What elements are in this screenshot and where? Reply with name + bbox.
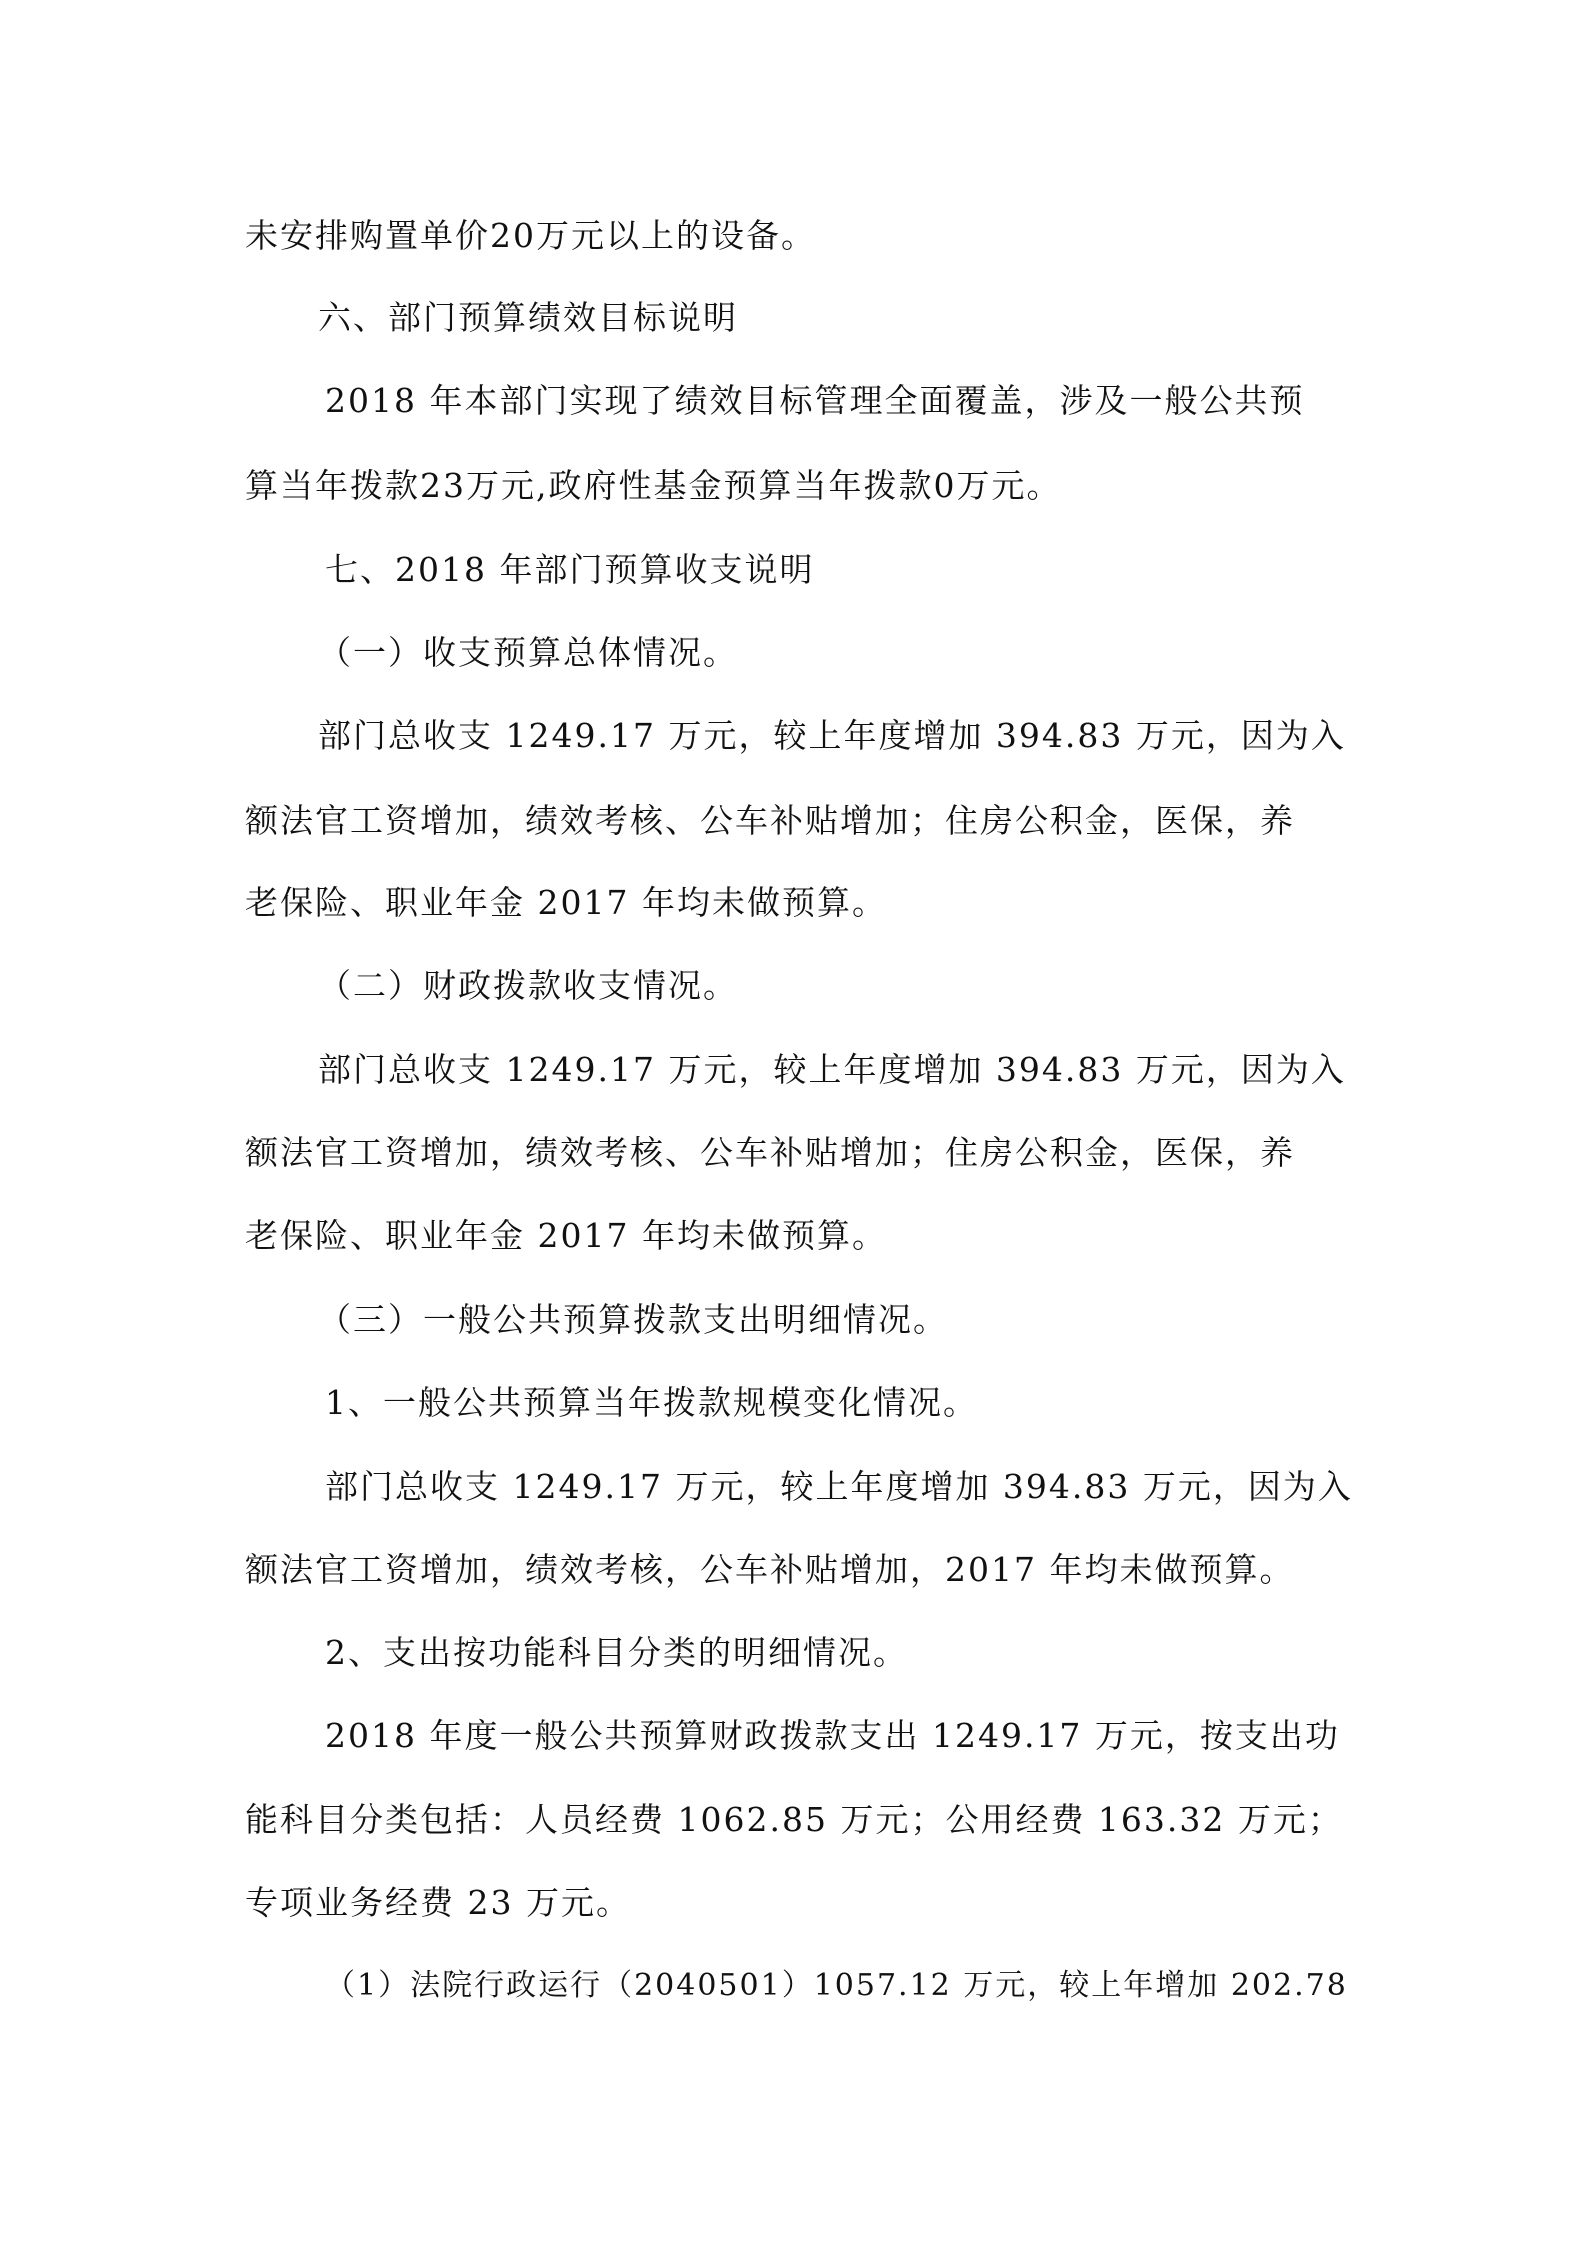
text-line: 算当年拨款23万元,政府性基金预算当年拨款0万元。 xyxy=(245,466,1062,505)
section-heading-7: 七、2018 年部门预算收支说明 xyxy=(325,550,815,589)
subsection-heading-3: （三）一般公共预算拨款支出明细情况。 xyxy=(318,1300,948,1339)
text-line: 2018 年本部门实现了绩效目标管理全面覆盖，涉及一般公共预 xyxy=(325,381,1305,420)
text-line: 能科目分类包括：人员经费 1062.85 万元；公用经费 163.32 万元； xyxy=(245,1800,1343,1839)
text-line: 未安排购置单价20万元以上的设备。 xyxy=(245,216,816,255)
text-line: （1）法院行政运行（2040501）1057.12 万元，较上年增加 202.78 xyxy=(325,1968,1348,2003)
text-line: 部门总收支 1249.17 万元，较上年度增加 394.83 万元，因为入 xyxy=(325,1467,1353,1506)
subsection-heading-2: （二）财政拨款收支情况。 xyxy=(318,966,738,1005)
text-line: 部门总收支 1249.17 万元，较上年度增加 394.83 万元，因为入 xyxy=(318,716,1346,755)
text-line: 额法官工资增加，绩效考核，公车补贴增加，2017 年均未做预算。 xyxy=(245,1550,1295,1589)
section-heading-6: 六、部门预算绩效目标说明 xyxy=(318,298,738,337)
text-line: 老保险、职业年金 2017 年均未做预算。 xyxy=(245,883,887,922)
subsection-heading-1: （一）收支预算总体情况。 xyxy=(318,633,738,672)
text-line: 部门总收支 1249.17 万元，较上年度增加 394.83 万元，因为入 xyxy=(318,1050,1346,1089)
text-line: 老保险、职业年金 2017 年均未做预算。 xyxy=(245,1216,887,1255)
item-heading-1: 1、一般公共预算当年拨款规模变化情况。 xyxy=(325,1383,978,1422)
item-heading-2: 2、支出按功能科目分类的明细情况。 xyxy=(325,1633,908,1672)
text-line: 额法官工资增加，绩效考核、公车补贴增加；住房公积金，医保，养 xyxy=(245,1133,1295,1172)
text-line: 专项业务经费 23 万元。 xyxy=(245,1883,631,1922)
text-line: 2018 年度一般公共预算财政拨款支出 1249.17 万元，按支出功 xyxy=(325,1716,1340,1755)
text-line: 额法官工资增加，绩效考核、公车补贴增加；住房公积金，医保，养 xyxy=(245,801,1295,840)
